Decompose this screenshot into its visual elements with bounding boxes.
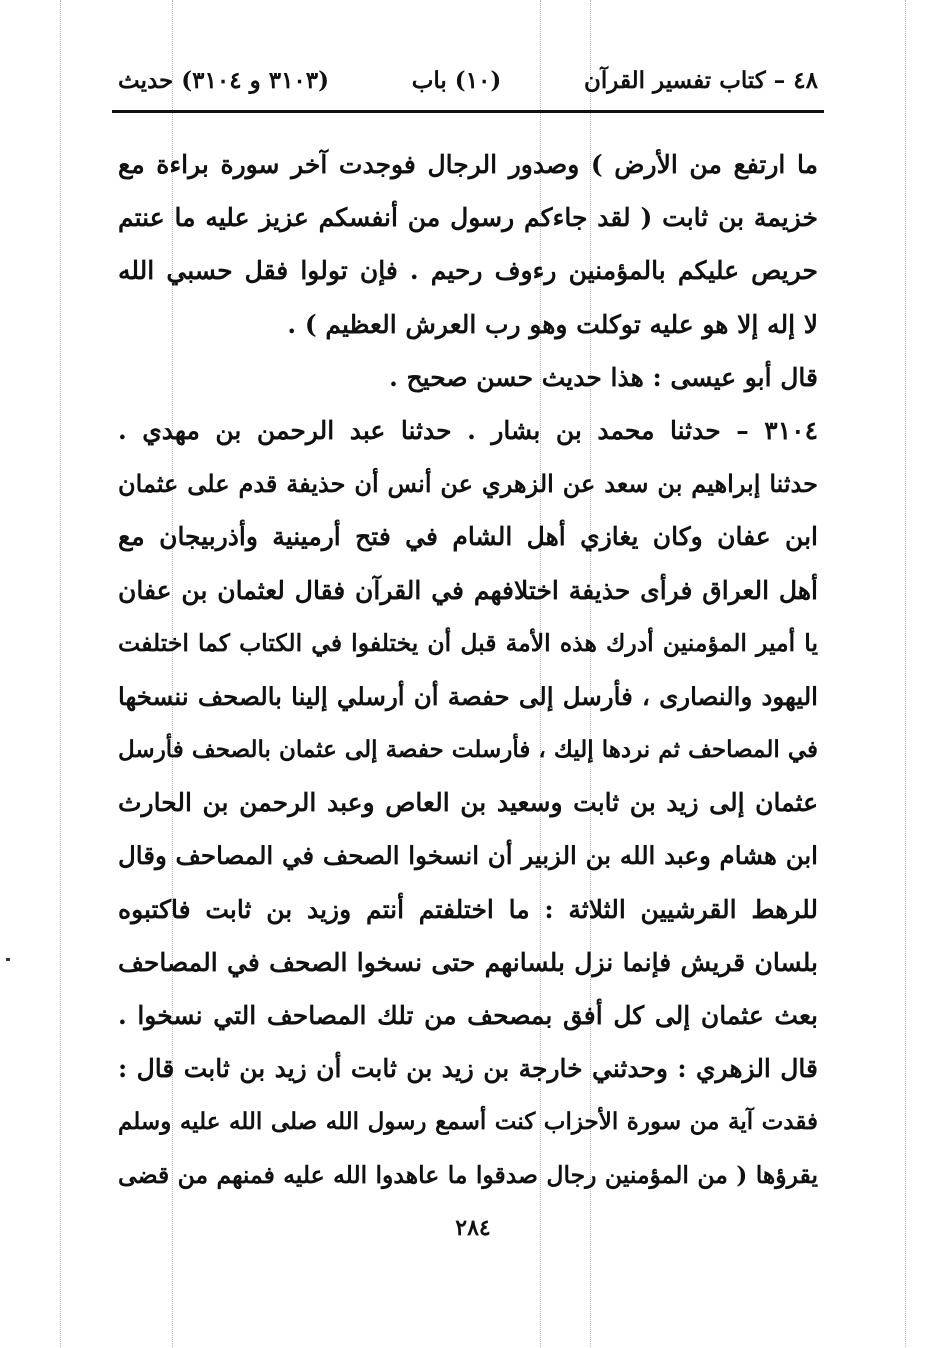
- header-chapter: (١٠) باب: [411, 66, 502, 94]
- text-line: بلسان قريش فإنما نزل بلسانهم حتى نسخوا الصحف في المصاحف: [118, 947, 818, 977]
- scan-artifact-line: [905, 0, 906, 1348]
- text-line: للرهط القرشيين الثلاثة : ما اختلفتم أنتم وزيد بن ثابت فاكتبوه: [118, 894, 818, 924]
- text-line: ابن هشام وعبد الله بن الزبير أن انسخوا الصحف في المصاحف وقال: [118, 841, 818, 871]
- text-line: في المصاحف ثم نردها إليك ، فأرسلت حفصة إلى عثمان بالصحف فأرسل: [118, 736, 818, 764]
- header-book-title: ٤٨ – كتاب تفسير القرآن: [584, 66, 818, 94]
- text-line: ٣١٠٤ – حدثنا محمد بن بشار . حدثنا عبد الرحمن بن مهدي .: [118, 415, 818, 445]
- text-line: لا إله إلا هو عليه توكلت وهو رب العرش العظيم ) .: [287, 309, 818, 339]
- text-line: ما ارتفع من الأرض ) وصدور الرجال فوجدت آخر سورة براءة مع: [118, 150, 818, 179]
- text-line: أهل العراق فرأى حذيفة اختلافهم في القرآن فقال لعثمان بن عفان: [118, 575, 818, 605]
- header-hadith-range: (٣١٠٣ و ٣١٠٤) حديث: [118, 66, 330, 94]
- text-line: حدثنا إبراهيم بن سعد عن الزهري عن أنس أن حذيفة قدم على عثمان: [118, 469, 818, 499]
- page-number: ٢٨٤: [455, 1215, 491, 1241]
- text-line: ابن عفان وكان يغازي أهل الشام في فتح أرمينية وأذربيجان مع: [118, 522, 818, 552]
- text-line: فقدت آية من سورة الأحزاب كنت أسمع رسول الله صلى الله عليه وسلم: [118, 1108, 818, 1136]
- text-line: اليهود والنصارى ، فأرسل إلى حفصة أن أرسلي إلينا بالصحف ننسخها: [118, 681, 818, 711]
- text-line: يقرؤها ( من المؤمنين رجال صدقوا ما عاهدوا الله عليه فمنهم من قضى: [118, 1160, 818, 1189]
- running-header: [118, 58, 818, 102]
- text-line: قال الزهري : وحدثني خارجة بن زيد بن ثابت أن زيد بن ثابت قال :: [118, 1054, 818, 1084]
- text-line: خزيمة بن ثابت ( لقد جاءكم رسول من أنفسكم عزيز عليه ما عنتم: [118, 203, 818, 233]
- text-line: يا أمير المؤمنين أدرك هذه الأمة قبل أن يختلفوا في الكتاب كما اختلفت: [118, 628, 818, 657]
- text-line: عثمان إلى زيد بن ثابت وسعيد بن العاص وعبد الرحمن بن الحارث: [118, 788, 818, 818]
- header-rule: [112, 110, 824, 113]
- text-line: حريص عليكم بالمؤمنين رءوف رحيم . فإن تولوا فقل حسبي الله: [118, 256, 818, 286]
- body-text: [118, 138, 818, 1202]
- scan-speck: [6, 958, 10, 961]
- scan-artifact-line: [60, 0, 61, 1348]
- text-line: قال أبو عيسى : هذا حديث حسن صحيح .: [389, 362, 818, 392]
- text-line: بعث عثمان إلى كل أفق بمصحف من تلك المصاحف التي نسخوا .: [118, 1001, 818, 1030]
